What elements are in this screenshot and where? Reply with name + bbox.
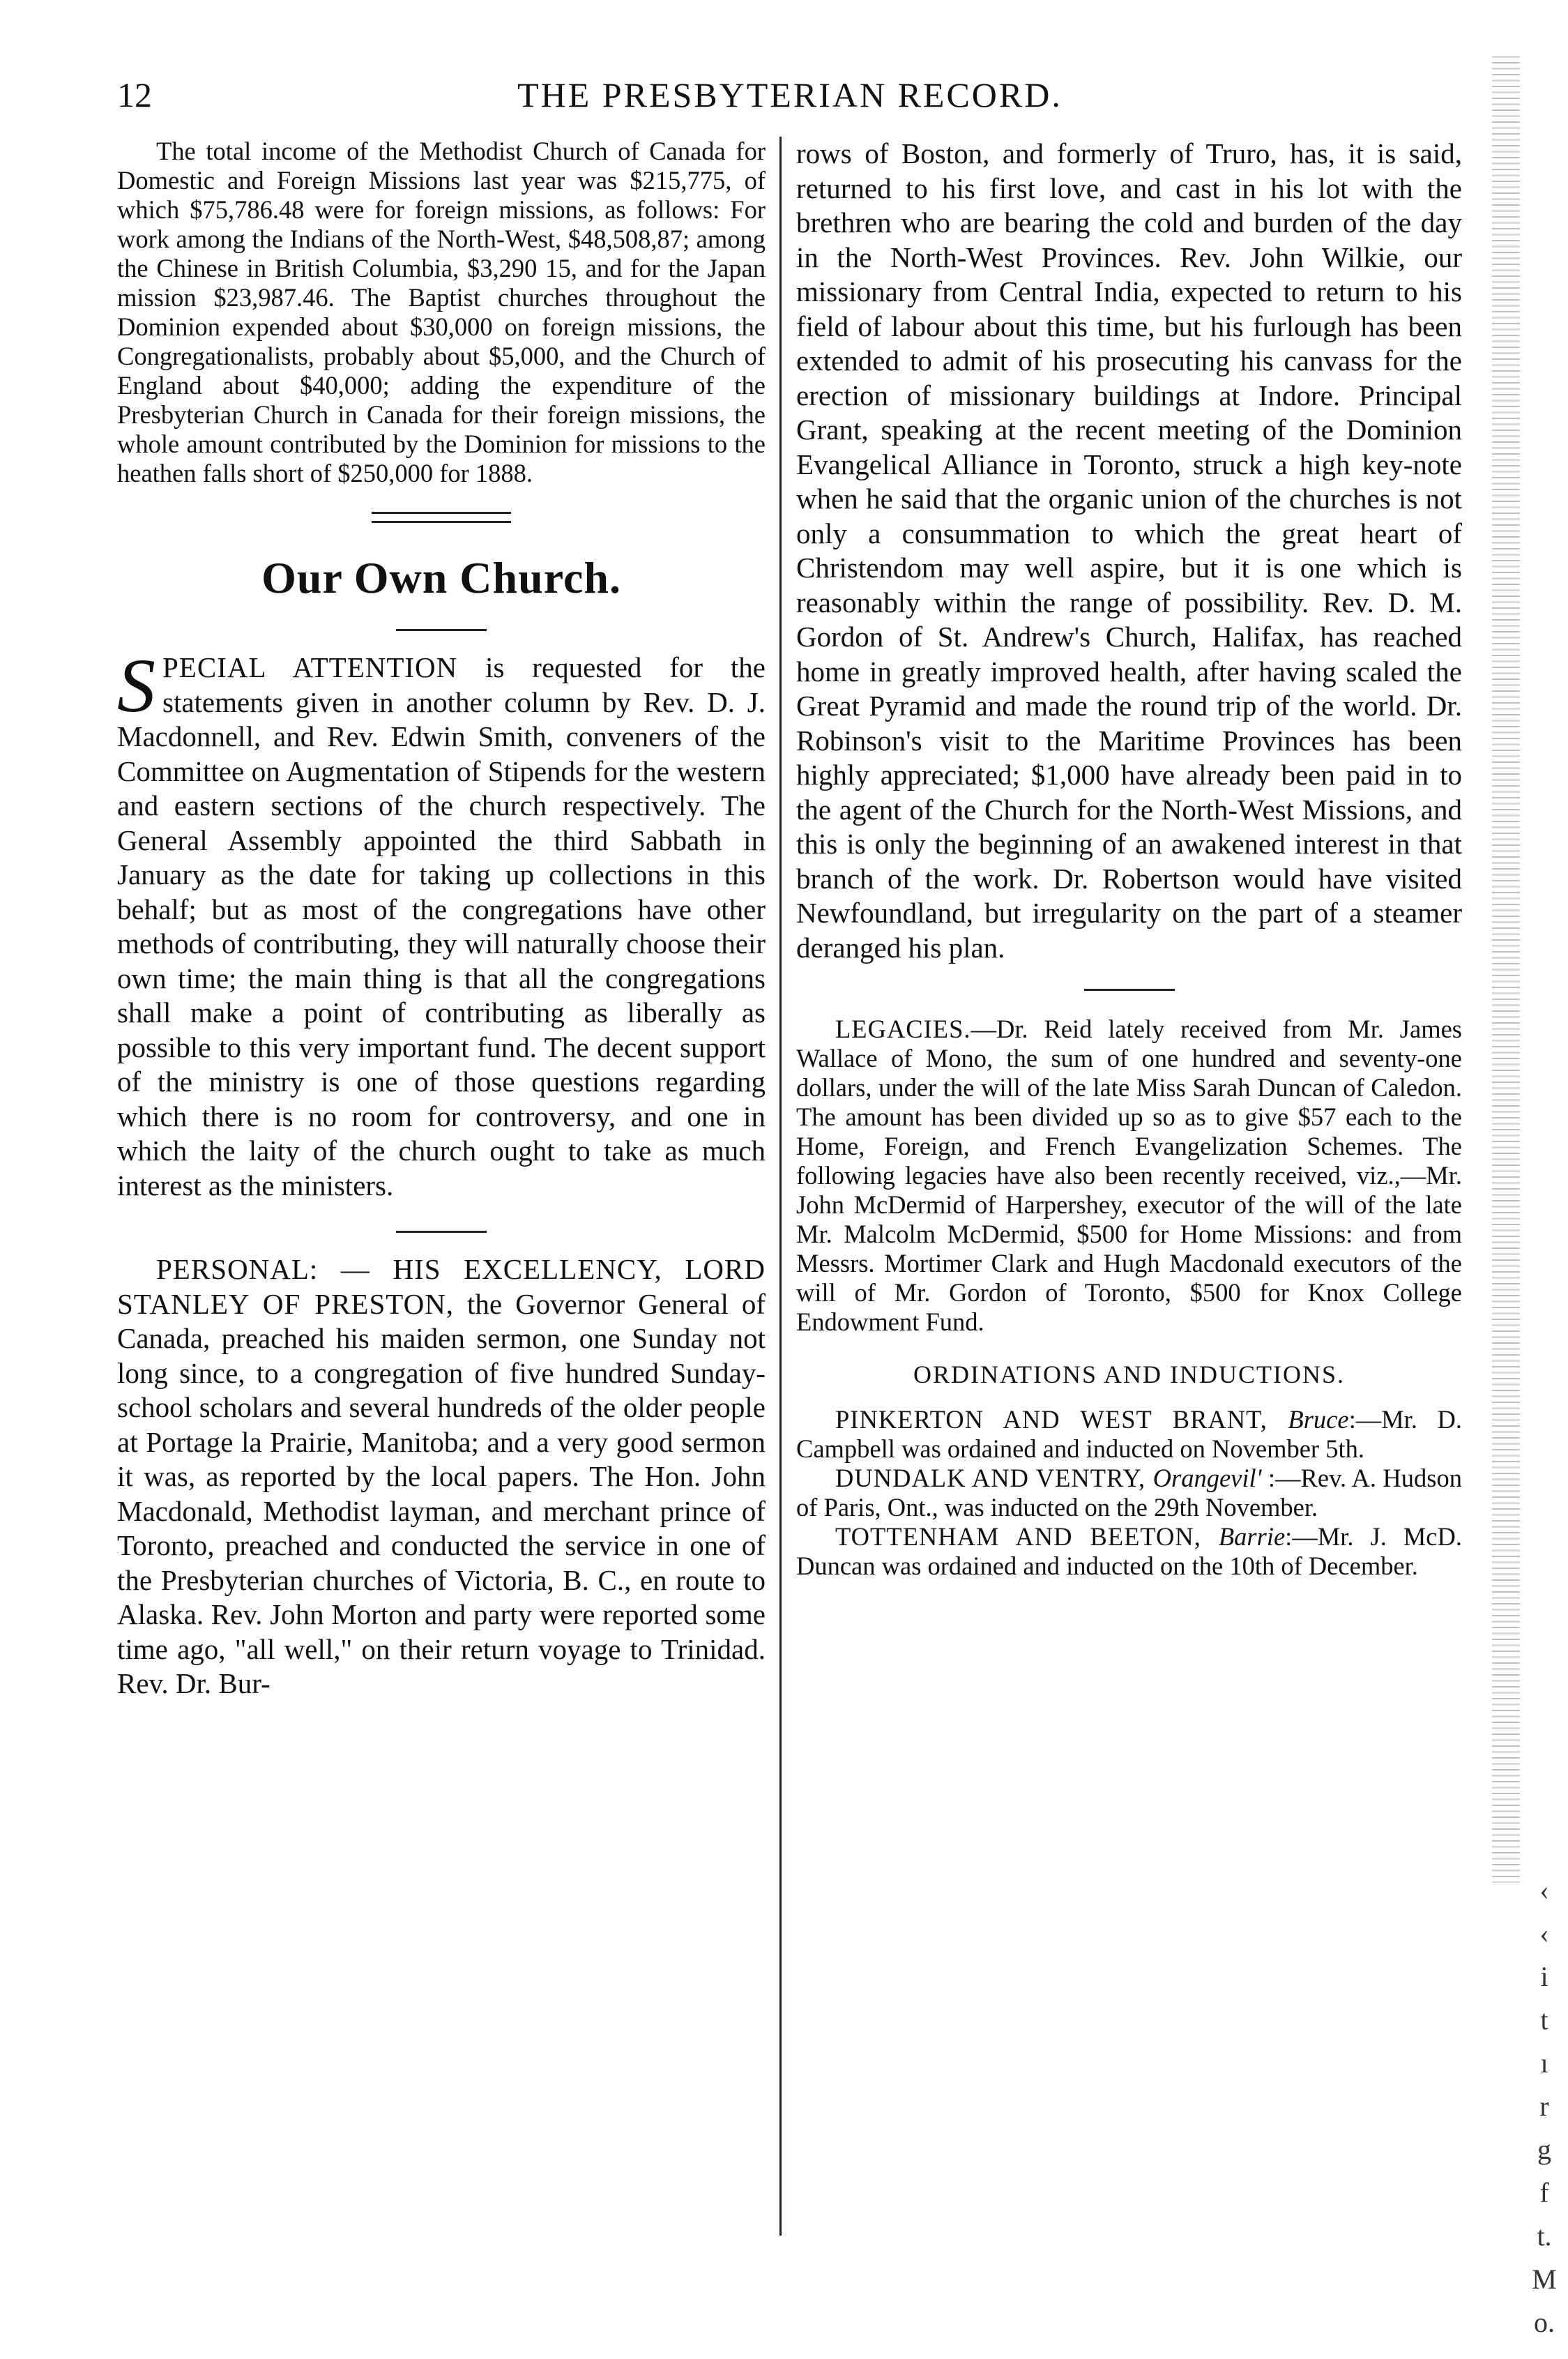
column-divider — [779, 137, 782, 2236]
margin-letter: ‹ — [1539, 1918, 1549, 1949]
journal-title: THE PRESBYTERIAN RECORD. — [517, 75, 1063, 114]
page-header — [117, 67, 1463, 123]
margin-letter: r — [1539, 2091, 1549, 2122]
dropcap-letter: S — [117, 643, 155, 728]
margin-letter: t. — [1537, 2220, 1552, 2252]
ordination-text: :—Rev. A. Hudson of Paris, Ont., was inducted on the 29th November. — [796, 1463, 1462, 1522]
double-rule-divider — [372, 512, 511, 523]
left-column — [117, 137, 766, 1701]
special-attention-text: is requested for the statements given in another column by Rev. D. J. Macdonnell, and Rev. Edwin Smith, conveners of the Committee on Augmentation of Stipends for the western and eastern sections of the church respectively. The General Assembly appointed the third Sabbath in January as the date for taking up collections in this behalf; but as most of the congregations have other methods of contributing, they will naturally choose their own time; the main thing is that all the congregations shall make a point of contributing as liberally as possible to this very important fund. The decent support of the ministry is one of those questions regarding which there is no room for controversy, and one in which the laity of the church ought to take as much interest as the ministers. — [117, 651, 766, 1201]
ordination-lead: DUNDALK AND VENTRY, — [835, 1463, 1153, 1492]
margin-letter: M — [1532, 2263, 1557, 2295]
margin-letter: o. — [1534, 2307, 1555, 2338]
ordination-place: Orangevil' — [1152, 1463, 1262, 1492]
legacies-lead: LEGACIES. — [835, 1015, 971, 1043]
margin-letter: ı — [1540, 2047, 1548, 2079]
short-rule-divider — [396, 1231, 487, 1233]
short-rule-divider — [1084, 989, 1175, 991]
margin-letter: t — [1540, 2004, 1548, 2035]
ordinations-heading: ORDINATIONS AND INDUCTIONS. — [913, 1360, 1345, 1388]
special-attention-paragraph — [117, 643, 766, 1203]
ordination-text: :—Mr. J. McD. Duncan was ordained and inducted on the 10th of December. — [796, 1522, 1462, 1580]
binding-edge-noise — [1492, 56, 1520, 1883]
ordination-item — [796, 1464, 1462, 1522]
legacies-text: —Dr. Reid lately received from Mr. James Wallace of Mono, the sum of one hundred and seventy-one dollars, under the will of the late Miss Sarah Duncan of Caledon. The amount has been divided up so as to give $57 each to the Home, Foreign, and French Evangelization Schemes. The following legacies have also been recently received, viz.,—Mr. John McDermid of Harpershey, executor of the will of the late Mr. Malcolm McDermid, $500 for Home Missions: and from Messrs. Mortimer Clark and Hugh Macdonald executors of the will of Mr. Gordon of Toronto, $500 for Knox College Endowment Fund. — [796, 1015, 1462, 1336]
personal-paragraph — [117, 1252, 766, 1701]
margin-letter: i — [1540, 1961, 1548, 1992]
ordination-lead: TOTTENHAM AND BEETON, — [835, 1522, 1219, 1551]
margin-letter: g — [1537, 2134, 1551, 2165]
ordinations-list — [796, 1405, 1462, 1581]
right-column — [796, 137, 1462, 1581]
margin-bleed-letters — [1527, 1869, 1562, 2344]
special-attention-lead: PECIAL ATTENTION — [162, 651, 458, 683]
margin-letter: f — [1539, 2177, 1549, 2208]
personal-lead: PERSONAL: — HIS EXCELLENCY, LORD STANLEY OF PRESTON, — [117, 1253, 766, 1320]
legacies-paragraph — [796, 1015, 1462, 1337]
ordination-item — [796, 1522, 1462, 1581]
ordination-item — [796, 1405, 1462, 1464]
short-rule-divider — [396, 629, 487, 631]
personal-text: the Governor General of Canada, preached his maiden sermon, one Sunday not long since, to a congregation of five hundred Sunday-school scholars and several hundreds of the older people at Portage la Prairie, Manitoba; and a very good sermon it was, as reported by the local papers. The Hon. John Macdonald, Methodist layman, and merchant prince of Toronto, preached and conducted the service in one of the Presbyterian churches of Victoria, B. C., en route to Alaska. Rev. John Morton and party were reported some time ago, "all well," on their return voyage to Trinidad. Rev. Dr. Bur- — [117, 1287, 766, 1699]
ordination-place: Bruce — [1288, 1404, 1349, 1434]
personal-continued-paragraph: rows of Boston, and formerly of Truro, has, it is said, returned to his first love, and cast in his lot with the brethren who are bearing the cold and burden of the day in the North-West Provinces. Rev. John Wilkie, our missionary from Central India, expected to return to his field of labour about this time, but his furlough has been extended to admit of his prosecuting his canvass for the erection of missionary buildings at Indore. Principal Grant, speaking at the recent meeting of the Dominion Evangelical Alliance in Toronto, struck a high key-note when he said that the organic union of the churches is not only a consummation to which the great heart of Christendom may well aspire, but it is one which is reasonably within the range of possibility. Rev. D. M. Gordon of St. Andrew's Church, Halifax, has reached home in greatly improved health, after having scaled the Great Pyramid and made the round trip of the world. Dr. Robinson's visit to the Maritime Provinces has been highly appreciated; $1,000 have already been paid in to the agent of the Church for the North-West Missions, and this is only the beginning of an awakened interest in that branch of the work. Dr. Robertson would have visited Newfoundland, but irregularity on the part of a steamer deranged his plan. — [796, 137, 1462, 964]
missions-income-paragraph: The total income of the Methodist Church of Canada for Domestic and Foreign Missions last year was $215,775, of which $75,786.48 were for foreign missions, as follows: For work among the Indians of the North-West, $48,508,87; among the Chinese in British Columbia, $3,290 15, and for the Japan mission $23,987.46. The Baptist churches throughout the Dominion expended about $30,000 on foreign missions, the Congregationalists, probably about $5,000, and the Church of England about $40,000; adding the expenditure of the Presbyterian Church in Canada for their foreign missions, the whole amount contributed by the Dominion for missions to the heathen falls short of $250,000 for 1888. — [117, 137, 766, 487]
ordination-place: Barrie — [1218, 1522, 1286, 1551]
ordination-text: :—Mr. D. Campbell was ordained and inducted on November 5th. — [796, 1404, 1462, 1463]
page-number: 12 — [117, 75, 152, 114]
margin-letter: ‹ — [1539, 1874, 1549, 1906]
section-title: Our Own Church. — [261, 553, 621, 602]
ordination-lead: PINKERTON AND WEST BRANT, — [835, 1404, 1288, 1434]
